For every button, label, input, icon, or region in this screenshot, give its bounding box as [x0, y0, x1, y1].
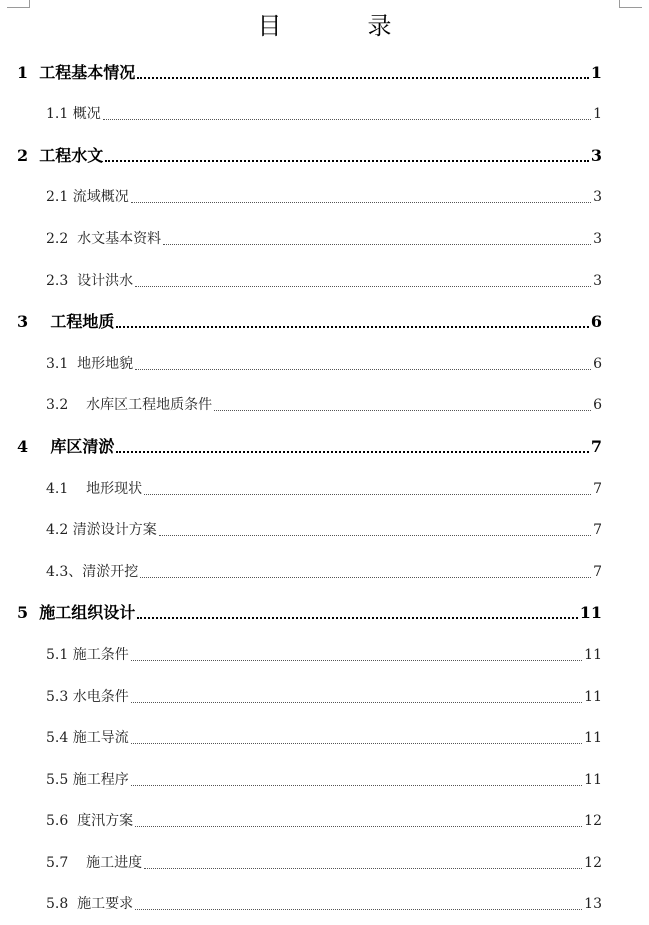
- toc-page-number[interactable]: 1: [590, 62, 602, 82]
- toc-page-number[interactable]: 11: [584, 688, 602, 705]
- toc-page-number[interactable]: 13: [584, 896, 602, 913]
- toc-entry-section[interactable]: [0, 749, 649, 791]
- toc-entry-section[interactable]: [0, 375, 649, 417]
- toc-page-number[interactable]: 6: [593, 397, 602, 414]
- toc-page-number[interactable]: 7: [593, 563, 602, 580]
- toc-dot-leader: [103, 118, 591, 120]
- toc-entry-label[interactable]: 5.3 水电条件: [46, 688, 129, 705]
- toc-entry-section[interactable]: [0, 708, 649, 750]
- toc-dot-leader: [135, 368, 591, 370]
- toc-page-number[interactable]: 3: [593, 230, 602, 247]
- toc-dot-leader: [131, 701, 582, 703]
- toc-dot-leader: [144, 867, 582, 869]
- toc-entry-label[interactable]: 1.1 概况: [46, 106, 101, 123]
- toc-dot-leader: [131, 659, 582, 661]
- toc-entry-section[interactable]: [0, 208, 649, 250]
- toc-dot-leader: [137, 616, 577, 619]
- toc-entry-label[interactable]: 5.1 施工条件: [46, 646, 129, 663]
- toc-dot-leader: [131, 784, 582, 786]
- toc-dot-leader: [140, 576, 591, 578]
- toc-page-number[interactable]: 3: [593, 272, 602, 289]
- toc-dot-leader: [137, 76, 589, 79]
- toc-dot-leader: [131, 201, 591, 203]
- toc-entry-chapter[interactable]: [0, 42, 649, 84]
- toc-page-number[interactable]: 7: [593, 480, 602, 497]
- toc-entry-section[interactable]: [0, 167, 649, 209]
- toc-entry-section[interactable]: [0, 791, 649, 833]
- toc-entry-label[interactable]: 5.7 施工进度: [46, 854, 143, 871]
- toc-page-number[interactable]: 6: [590, 312, 602, 332]
- toc-page-number[interactable]: 3: [590, 145, 602, 165]
- toc-entry-label[interactable]: 4.1 地形现状: [46, 480, 143, 497]
- toc-entry-label[interactable]: 1 工程基本情况: [17, 62, 136, 82]
- page-corner-mark-right: [619, 0, 642, 8]
- toc-entry-label[interactable]: 5.6 度汛方案: [46, 813, 134, 830]
- toc-entry-label[interactable]: 3.2 水库区工程地质条件: [46, 397, 213, 414]
- toc-page-number[interactable]: 12: [584, 854, 602, 871]
- toc-dot-leader: [214, 409, 591, 411]
- toc-dot-leader: [159, 534, 591, 536]
- toc-entry-section[interactable]: [0, 500, 649, 542]
- toc-page-number[interactable]: 7: [593, 522, 602, 539]
- toc-entry-chapter[interactable]: [0, 416, 649, 458]
- toc-dot-leader: [135, 825, 582, 827]
- toc-entry-label[interactable]: 5 施工组织设计: [17, 603, 136, 623]
- toc-entry-label[interactable]: 2.2 水文基本资料: [46, 230, 162, 247]
- toc-entry-label[interactable]: 4 库区清淤: [17, 436, 115, 456]
- toc-entry-label[interactable]: 5.8 施工要求: [46, 896, 134, 913]
- toc-dot-leader: [116, 450, 588, 453]
- toc-dot-leader: [116, 325, 588, 328]
- toc-page-number[interactable]: 12: [584, 813, 602, 830]
- toc-entry-section[interactable]: [0, 541, 649, 583]
- toc-dot-leader: [131, 742, 582, 744]
- toc-entry-chapter[interactable]: [0, 125, 649, 167]
- toc-entry-label[interactable]: 2.3 设计洪水: [46, 272, 134, 289]
- toc-entry-label[interactable]: 4.3、清淤开挖: [46, 563, 139, 580]
- toc-dot-leader: [144, 493, 591, 495]
- toc-entry-section[interactable]: [0, 250, 649, 292]
- page-corner-mark-left: [7, 0, 30, 8]
- toc-entry-label[interactable]: 4.2 清淤设计方案: [46, 522, 157, 539]
- toc-entry-section[interactable]: [0, 832, 649, 874]
- toc-entry-label[interactable]: 3.1 地形地貌: [46, 355, 134, 372]
- toc-title: [0, 8, 649, 44]
- toc-entry-section[interactable]: [0, 874, 649, 916]
- toc-list: [0, 42, 649, 915]
- toc-entry-label[interactable]: 2.1 流域概况: [46, 189, 129, 206]
- toc-entry-label[interactable]: 3 工程地质: [17, 312, 115, 332]
- toc-dot-leader: [105, 159, 589, 162]
- toc-entry-section[interactable]: [0, 458, 649, 500]
- toc-page-number[interactable]: 11: [584, 771, 602, 788]
- toc-dot-leader: [163, 243, 591, 245]
- toc-page-number[interactable]: 6: [593, 355, 602, 372]
- toc-entry-chapter[interactable]: [0, 292, 649, 334]
- toc-title-char: 目: [257, 12, 282, 40]
- toc-entry-label[interactable]: 5.5 施工程序: [46, 771, 129, 788]
- toc-page-number[interactable]: 3: [593, 189, 602, 206]
- toc-page-number[interactable]: 11: [584, 730, 602, 747]
- toc-page-number[interactable]: 11: [579, 603, 602, 623]
- toc-page-number[interactable]: 1: [593, 106, 602, 123]
- toc-title-char: 录: [367, 12, 392, 40]
- toc-entry-label[interactable]: 5.4 施工导流: [46, 730, 129, 747]
- toc-entry-chapter[interactable]: [0, 583, 649, 625]
- toc-entry-section[interactable]: [0, 666, 649, 708]
- toc-entry-section[interactable]: [0, 624, 649, 666]
- toc-page-number[interactable]: 11: [584, 646, 602, 663]
- toc-entry-label[interactable]: 2 工程水文: [17, 145, 104, 165]
- toc-page-number[interactable]: 7: [590, 436, 602, 456]
- toc-dot-leader: [135, 908, 582, 910]
- toc-dot-leader: [135, 285, 591, 287]
- toc-entry-section[interactable]: [0, 84, 649, 126]
- toc-entry-section[interactable]: [0, 333, 649, 375]
